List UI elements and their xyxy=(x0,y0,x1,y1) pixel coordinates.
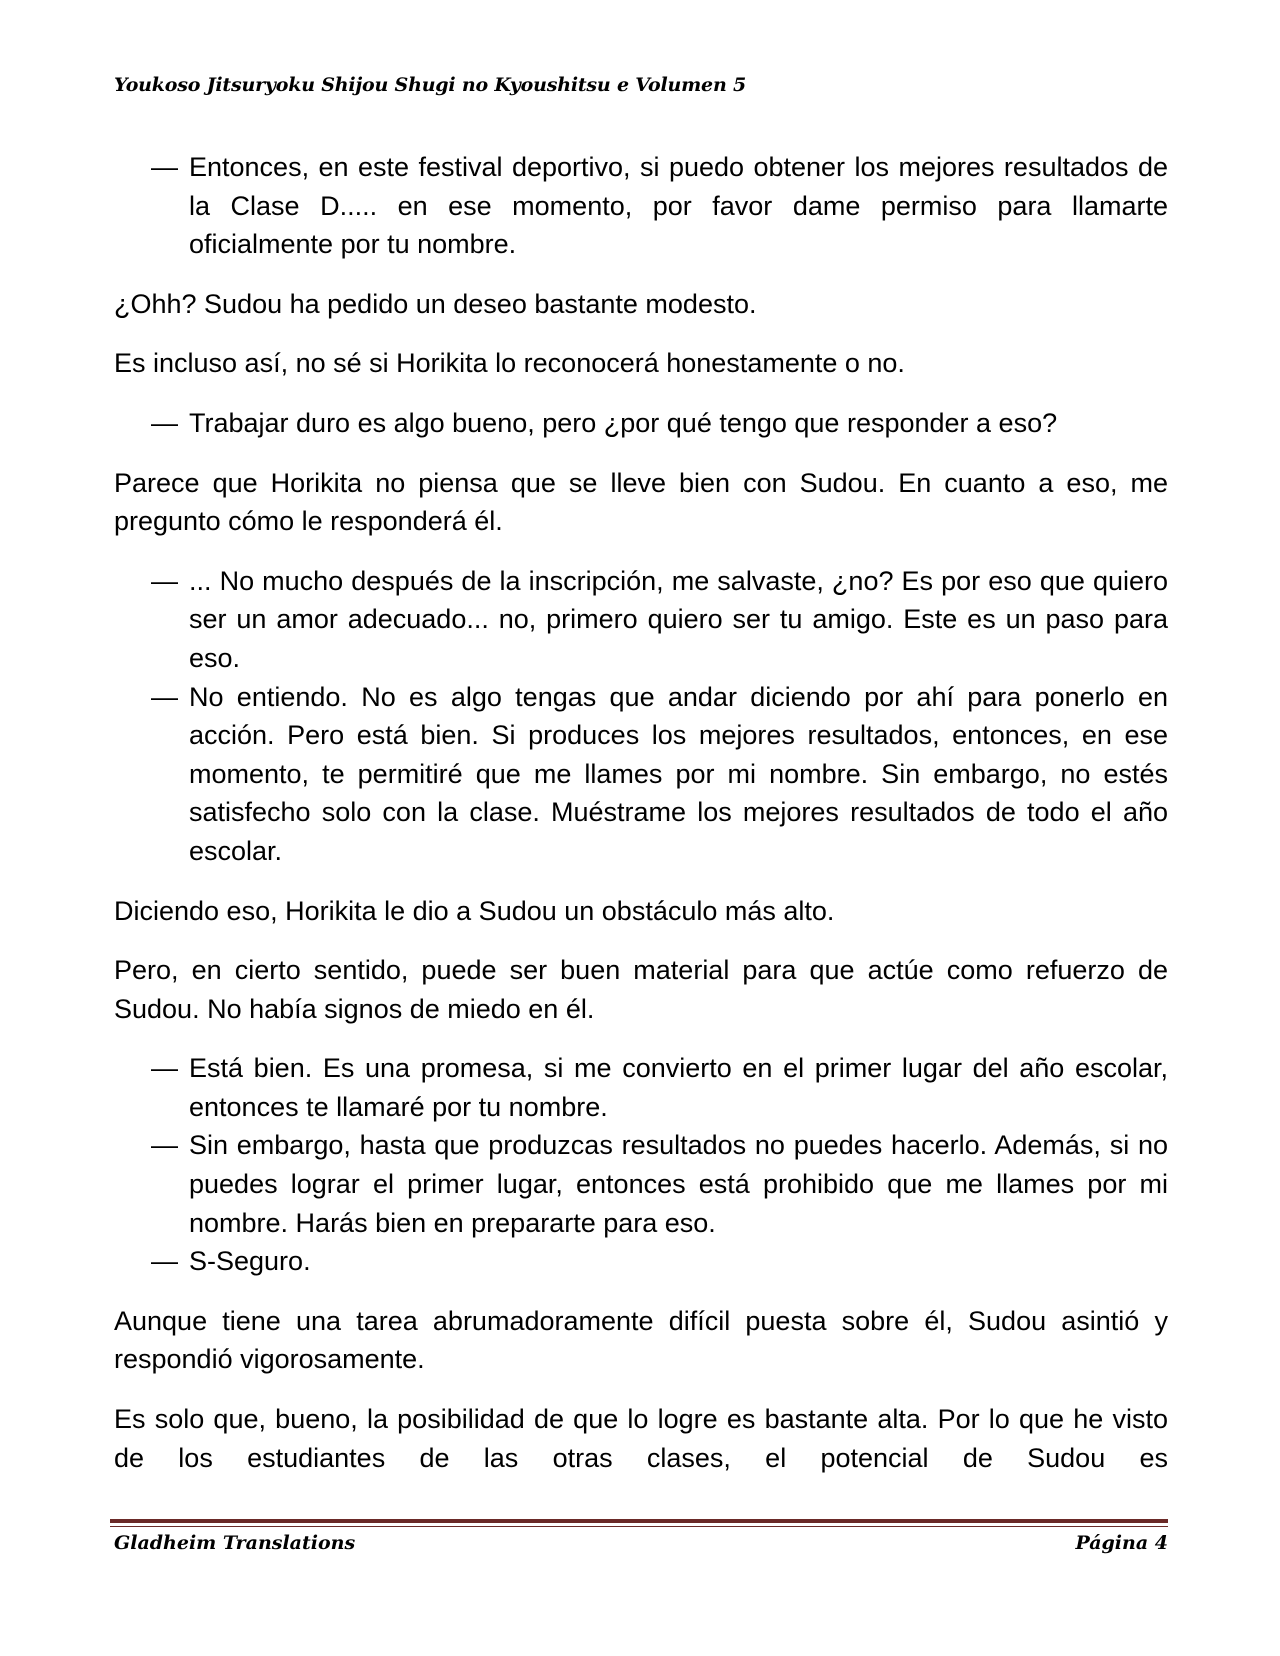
paragraph: Es solo que, bueno, la posibilidad de que lo logre es bastante alta. Por lo que he visto de los estudiantes de las otras clases, el potencial de Sudou es xyxy=(114,1404,1168,1473)
paragraph: Aunque tiene una tarea abrumadoramente difícil puesta sobre él, Sudou asintió y respondió vigorosamente. xyxy=(114,1305,1168,1375)
em-dash: — xyxy=(151,152,178,182)
paragraph: ¿Ohh? Sudou ha pedido un deseo bastante modesto. xyxy=(114,288,757,319)
dialogue-text: Entonces, en este festival deportivo, si puedo obtener los mejores resultados de la Clase D..... en ese momento, por favor dame permiso para llamarte oficialmente por tu nombre. xyxy=(189,152,1168,260)
dialogue-text: Sin embargo, hasta que produzcas resultados no puedes hacerlo. Además, si no puedes lograr el primer lugar, entonces está prohibido que me llames por mi nombre. Harás bien en prepararte para eso. xyxy=(189,1130,1168,1238)
paragraph: Diciendo eso, Horikita le dio a Sudou un obstáculo más alto. xyxy=(114,895,835,926)
footer-rule-thin xyxy=(110,1526,1168,1527)
footer-rule xyxy=(110,1519,1168,1523)
em-dash: — xyxy=(151,565,178,596)
dialogue-text: No entiendo. No es algo tengas que andar diciendo por ahí para ponerlo en acción. Pero está bien. Si produces los mejores resultados, entonces, en ese momento, te permitiré que me llames por mi nombre. Sin embargo, no estés satisfecho solo con la clase. Muéstrame los mejores resultados de todo el año escolar. xyxy=(189,681,1168,866)
page-body xyxy=(114,148,1168,1498)
em-dash: — xyxy=(151,407,178,438)
dialogue-group xyxy=(114,404,1168,443)
em-dash: — xyxy=(151,1130,178,1161)
dialogue-group xyxy=(114,1049,1168,1281)
footer-credit: Gladheim Translations xyxy=(114,1532,356,1554)
dialogue-text: Está bien. Es una promesa, si me convierto en el primer lugar del año escolar, entonces te llamaré por tu nombre. xyxy=(189,1053,1168,1122)
page-number: Página 4 xyxy=(1075,1532,1168,1554)
dialogue-line xyxy=(114,1049,1168,1126)
dialogue-group xyxy=(114,148,1168,264)
dialogue-line xyxy=(114,678,1168,871)
em-dash: — xyxy=(151,1246,178,1277)
dialogue-line xyxy=(114,1126,1168,1242)
dialogue-line xyxy=(114,562,1168,678)
paragraph: Es incluso así, no sé si Horikita lo reconocerá honestamente o no. xyxy=(114,348,905,379)
dialogue-text: ... No mucho después de la inscripción, me salvaste, ¿no? Es por eso que quiero ser un amor adecuado... no, primero quiero ser tu amigo. Este es un paso para eso. xyxy=(189,565,1168,673)
em-dash: — xyxy=(151,681,178,712)
dialogue-line xyxy=(114,1242,1168,1281)
em-dash: — xyxy=(151,1053,178,1084)
dialogue-line xyxy=(114,148,1168,264)
dialogue-group xyxy=(114,562,1168,871)
running-header: Youkoso Jitsuryoku Shijou Shugi no Kyoushitsu e Volumen 5 xyxy=(114,74,746,96)
paragraph: Pero, en cierto sentido, puede ser buen material para que actúe como refuerzo de Sudou. No había signos de miedo en él. xyxy=(114,955,1168,1024)
dialogue-text: S-Seguro. xyxy=(189,1246,311,1277)
paragraph: Parece que Horikita no piensa que se lleve bien con Sudou. En cuanto a eso, me pregunto cómo le responderá él. xyxy=(114,467,1168,537)
dialogue-line xyxy=(114,404,1168,443)
dialogue-text: Trabajar duro es algo bueno, pero ¿por qué tengo que responder a eso? xyxy=(189,407,1058,438)
